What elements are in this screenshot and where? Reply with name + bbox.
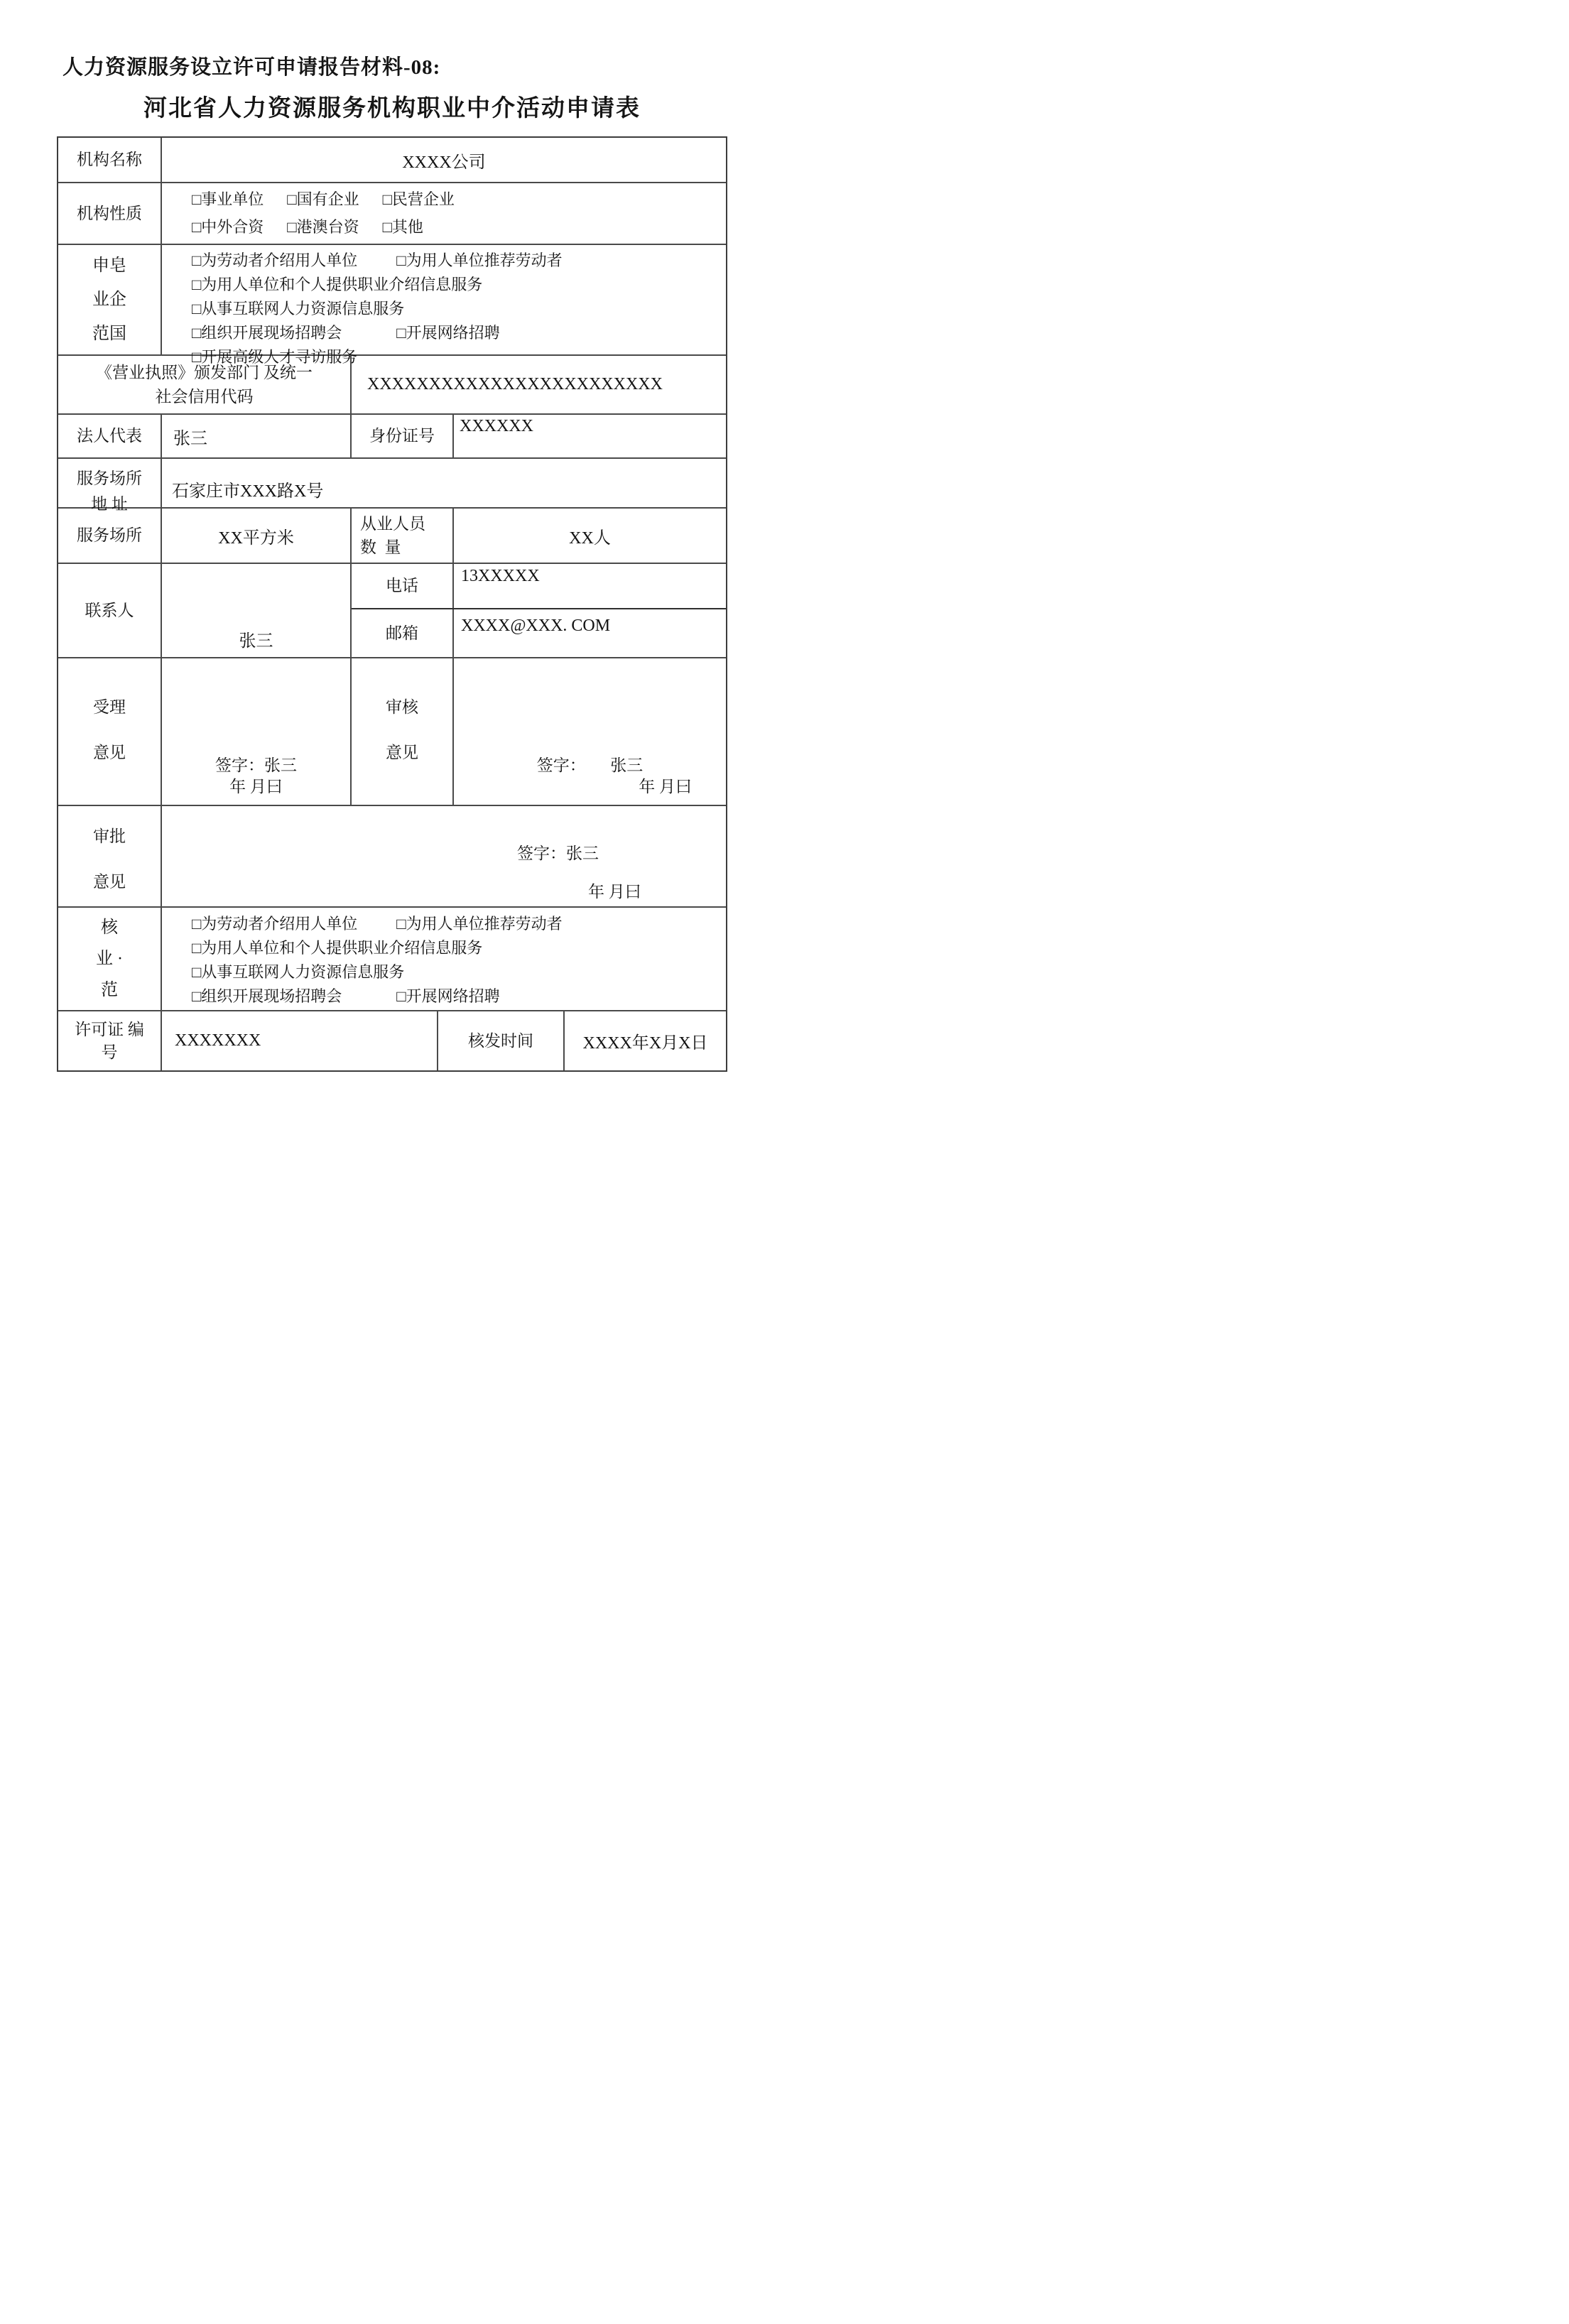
area-value: XX平方米 — [162, 509, 352, 563]
checkbox-line: □中外合资 □港澳台资 □其他 — [192, 218, 423, 236]
label-line: 受理 — [93, 698, 126, 716]
label-line: 业 · — [96, 950, 123, 968]
checkbox-line: □组织开展现场招聘会 □开展网络招聘 — [192, 987, 500, 1005]
row-apply-scope — [58, 245, 726, 366]
phone-label: 电话 — [352, 564, 454, 608]
license-number-label — [58, 1011, 162, 1070]
contact-name-cell — [162, 564, 352, 657]
row-approved-scope — [58, 908, 726, 1011]
row-org-type — [58, 183, 726, 245]
license-issuer-label — [58, 356, 352, 413]
contact-label: 联系人 — [58, 564, 162, 657]
phone-value: 13XXXXX — [461, 567, 540, 585]
application-form-table — [57, 136, 727, 1072]
approved-scope-label — [58, 908, 162, 1010]
address-text: 石家庄市XXX路X号 — [172, 482, 324, 501]
signature-line: 签字：张三 — [215, 756, 297, 774]
label-line: 审批 — [93, 827, 126, 845]
row-contact — [58, 564, 726, 658]
checkbox-line: □从事互联网人力资源信息服务 — [192, 300, 405, 317]
label-line: 核 — [101, 918, 118, 937]
credit-code-text: XXXXXXXXXXXXXXXXXXXXXXXX — [367, 375, 663, 393]
email-label: 邮箱 — [352, 609, 454, 657]
row-area-staff — [58, 509, 726, 564]
email-value: XXXX@XXX. COM — [461, 617, 611, 635]
apply-scope-options — [162, 245, 726, 366]
checkbox-line: □从事互联网人力资源信息服务 — [192, 963, 405, 981]
row-acceptance-review — [58, 658, 726, 806]
staff-count-label — [352, 509, 454, 563]
date-line: 年 月曰 — [588, 883, 641, 901]
label-line: 意见 — [386, 744, 418, 761]
checkbox-line: □为劳动者介绍用人单位 □为用人单位推荐劳动者 — [192, 915, 563, 933]
label-line: 范国 — [92, 325, 126, 343]
review-label — [352, 658, 454, 805]
row-legal-rep — [58, 415, 726, 459]
checkbox-line: □事业单位 □国有企业 □民营企业 — [192, 190, 455, 208]
signature-line: 签字：张三 — [517, 845, 599, 862]
checkbox-line: □为劳动者介绍用人单位 □为用人单位推荐劳动者 — [192, 251, 563, 269]
approval-sign-cell — [162, 806, 726, 906]
acceptance-sign-cell — [162, 658, 352, 805]
label-line: 号 — [101, 1043, 118, 1061]
id-number-value: XXXXXX — [460, 417, 533, 435]
id-number-label: 身份证号 — [352, 415, 454, 457]
header-note: 人力资源服务设立许可申请报告材料-08: — [63, 56, 441, 79]
label-line: 数 量 — [360, 538, 401, 556]
org-type-options — [162, 183, 726, 244]
row-license-number — [58, 1011, 726, 1070]
label-line: 业企 — [92, 290, 126, 309]
label-line: 意见 — [93, 744, 126, 761]
label-line: 《营业执照》颁发部门 及统一 — [96, 363, 313, 381]
issue-date-value: XXXX年X月X日 — [582, 1034, 708, 1053]
org-name-label: 机构名称 — [58, 138, 162, 182]
date-line: 年 月曰 — [639, 778, 692, 796]
label-line: 从业人员 — [360, 515, 425, 533]
contact-detail-cell — [352, 564, 726, 657]
issue-date-label: 核发时间 — [438, 1011, 565, 1070]
apply-scope-label — [58, 245, 162, 354]
row-license-issuer — [58, 356, 726, 415]
checkbox-line: □为用人单位和个人提供职业介绍信息服务 — [192, 939, 483, 957]
checkbox-line: □为用人单位和个人提供职业介绍信息服务 — [192, 276, 483, 293]
row-address — [58, 459, 726, 513]
legal-rep-value: 张三 — [162, 415, 352, 457]
org-name-value: XXXX公司 — [402, 153, 486, 172]
label-line: 服务场所 — [77, 469, 142, 487]
page-title: 河北省人力资源服务机构职业中介活动申请表 — [143, 96, 641, 121]
row-approval — [58, 806, 726, 908]
review-sign-cell — [454, 658, 726, 805]
label-line: 许可证 编 — [75, 1020, 144, 1038]
checkbox-line: □组织开展现场招聘会 □开展网络招聘 — [192, 324, 500, 342]
legal-rep-label: 法人代表 — [58, 415, 162, 457]
approved-scope-options — [162, 908, 726, 1010]
approval-label — [58, 806, 162, 906]
application-form-page — [0, 0, 784, 1162]
address-label — [58, 459, 162, 513]
acceptance-label — [58, 658, 162, 805]
signature-line: 签字： 张三 — [536, 756, 644, 774]
row-org-name — [58, 138, 726, 183]
staff-count-value: XX人 — [569, 528, 611, 548]
address-value — [162, 459, 726, 507]
label-line: 申皂 — [92, 256, 126, 275]
label-line: 范 — [101, 981, 118, 999]
org-type-label: 机构性质 — [58, 183, 162, 244]
date-line: 年 月曰 — [229, 778, 283, 796]
label-line: 审核 — [386, 698, 418, 716]
label-line: 意见 — [93, 873, 126, 891]
contact-name: 张三 — [239, 632, 273, 651]
checkbox-line-clipped: □开展高级人才寻访服务 — [192, 348, 358, 366]
credit-code-value — [352, 356, 726, 413]
license-number-value: XXXXXXX — [162, 1011, 438, 1070]
area-label: 服务场所 — [58, 509, 162, 563]
label-line: 地 址 — [91, 495, 128, 513]
label-line: 社会信用代码 — [155, 387, 254, 406]
